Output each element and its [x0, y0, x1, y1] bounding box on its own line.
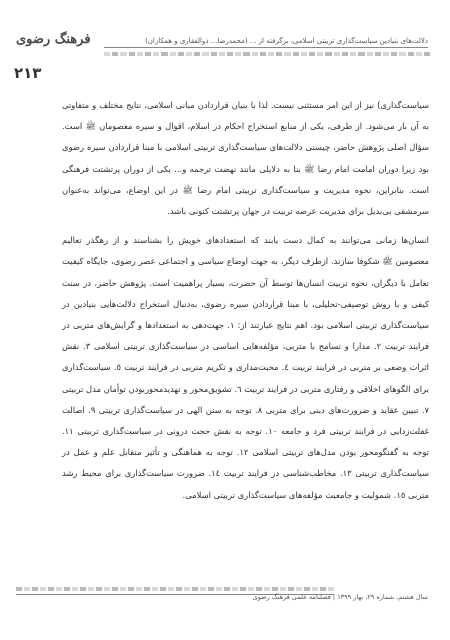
page-header — [0, 0, 450, 80]
paragraph-2: انسان‌ها زمانی می‌توانند به کمال دست یابند که استعدادهای خویش را بشناسند و از رهگذر تعالیم معصومین ﷺ شکوفا سازند. ازطرف دیگر، به جهت اوضاع سیاسی و اجتماعی عصر رضوی، جایگاه کیفیت تعامل با دیگران، نحوه تربیت انسان‌ها توسط آن حضرت، بسیار پراهمیت است. پژوهش حاضر، در سنت کیفی و با روش توصیفی-تحلیلی، با مبنا قراردادن سیره رضوی، به‌دنبال استخراج دلالت‌هایی بنیادین در سیاست‌گذاری تربیتی اسلامی بود. اهم نتایج عبارتند از: ۱. جهت‌دهی به استعدادها و گرایش‌های متربی در فرایند تربیت ۲. مدارا و تسامح با متربی، مؤلفه‌هایی اساسی در سیاست‌گذاری تربیتی اسلامی ۳. نقش اثرات وضعی بر متربی در فرایند تربیت ٤. محبت‌مداری و تکریم متربی در فرایند تربیت ٥. سیاست‌گذاری برای الگوهای اخلاقی و رفتاری متربی در فرایند تربیت ٦. تشویق‌محور و تهدیدمحوربودن توأمان مدل تربیتی ۷. تبیین عقاید و ضرورت‌های دینی برای متربی ۸. توجه به سنن الهی در سیاست‌گذاری تربیتی ۹. اصالت غفلت‌زدایی در فرایند تربیتی فرد و جامعه ۱۰. توجه به نقش حجت درونی در سیاست‌گذاری تربیتی ۱۱. توجه به گفتگومحور بودن مدل‌های تربیتی اسلامی ۱۲. توجه به هماهنگی و تأثیر متقابل علم و عمل در سیاست‌گذاری تربیتی ۱۳. مخاطب‌شناسی در فرایند تربیت ۱٤. ضرورت سیاست‌گذاری برای محیط رشد متربی ۱٥. شمولیت و جامعیت مؤلفه‌های سیاست‌گذاری تربیتی اسلامی. — [62, 235, 430, 500]
page-footer — [0, 585, 450, 615]
header-rule — [104, 47, 428, 48]
article-body — [62, 95, 429, 514]
header-decorative-band — [104, 52, 430, 56]
page-number: ۲۱۳ — [14, 64, 42, 82]
paragraph-1: سیاست‌گذاری) نیز از این امر مستثنی نیست. لذا با بنیان قراردادن مبانی اسلامی، نتایج مختلف و متفاوتی به آن بار می‌شود. از طرفی، یکی از منابع استخراج احکام در اسلام، اقوال و سیره معصومان ﷺ است. سؤال اصلی پژوهش حاضر، چیستی دلالت‌های سیاست‌گذاری تربیتی اسلامی با مبنا قراردادن سیره رضوی بود زیرا دوران امامت امام رضا ﷺ بنا به دلایلی مانند نهضت ترجمه و... یکی از دوران پرتشتت فرهنگی است. بنابراین، نحوه مدیریت و سیاست‌گذاری تربیتی امام رضا ﷺ در این اوضاع، می‌تواند به‌عنوان سرمشقی بی‌بدیل برای مدیریت عرصه تربیت در جهان پرتشتت کنونی باشد. — [62, 100, 429, 217]
running-title: دلالت‌های بنیادین سیاست‌گذاری تربیتی اسلامی، برگرفته از ... (محمدرضا... ذوالفقاری و همکاران) — [145, 37, 428, 45]
journal-logo: فرهنگ رضوی — [16, 32, 91, 47]
footer-journal-info: سال هشتم، شماره ۲۹، بهار ۱۳۹۹ | فصلنامه علمی فرهنگ رضوی — [252, 593, 428, 601]
footer-decorative-band — [16, 587, 334, 591]
